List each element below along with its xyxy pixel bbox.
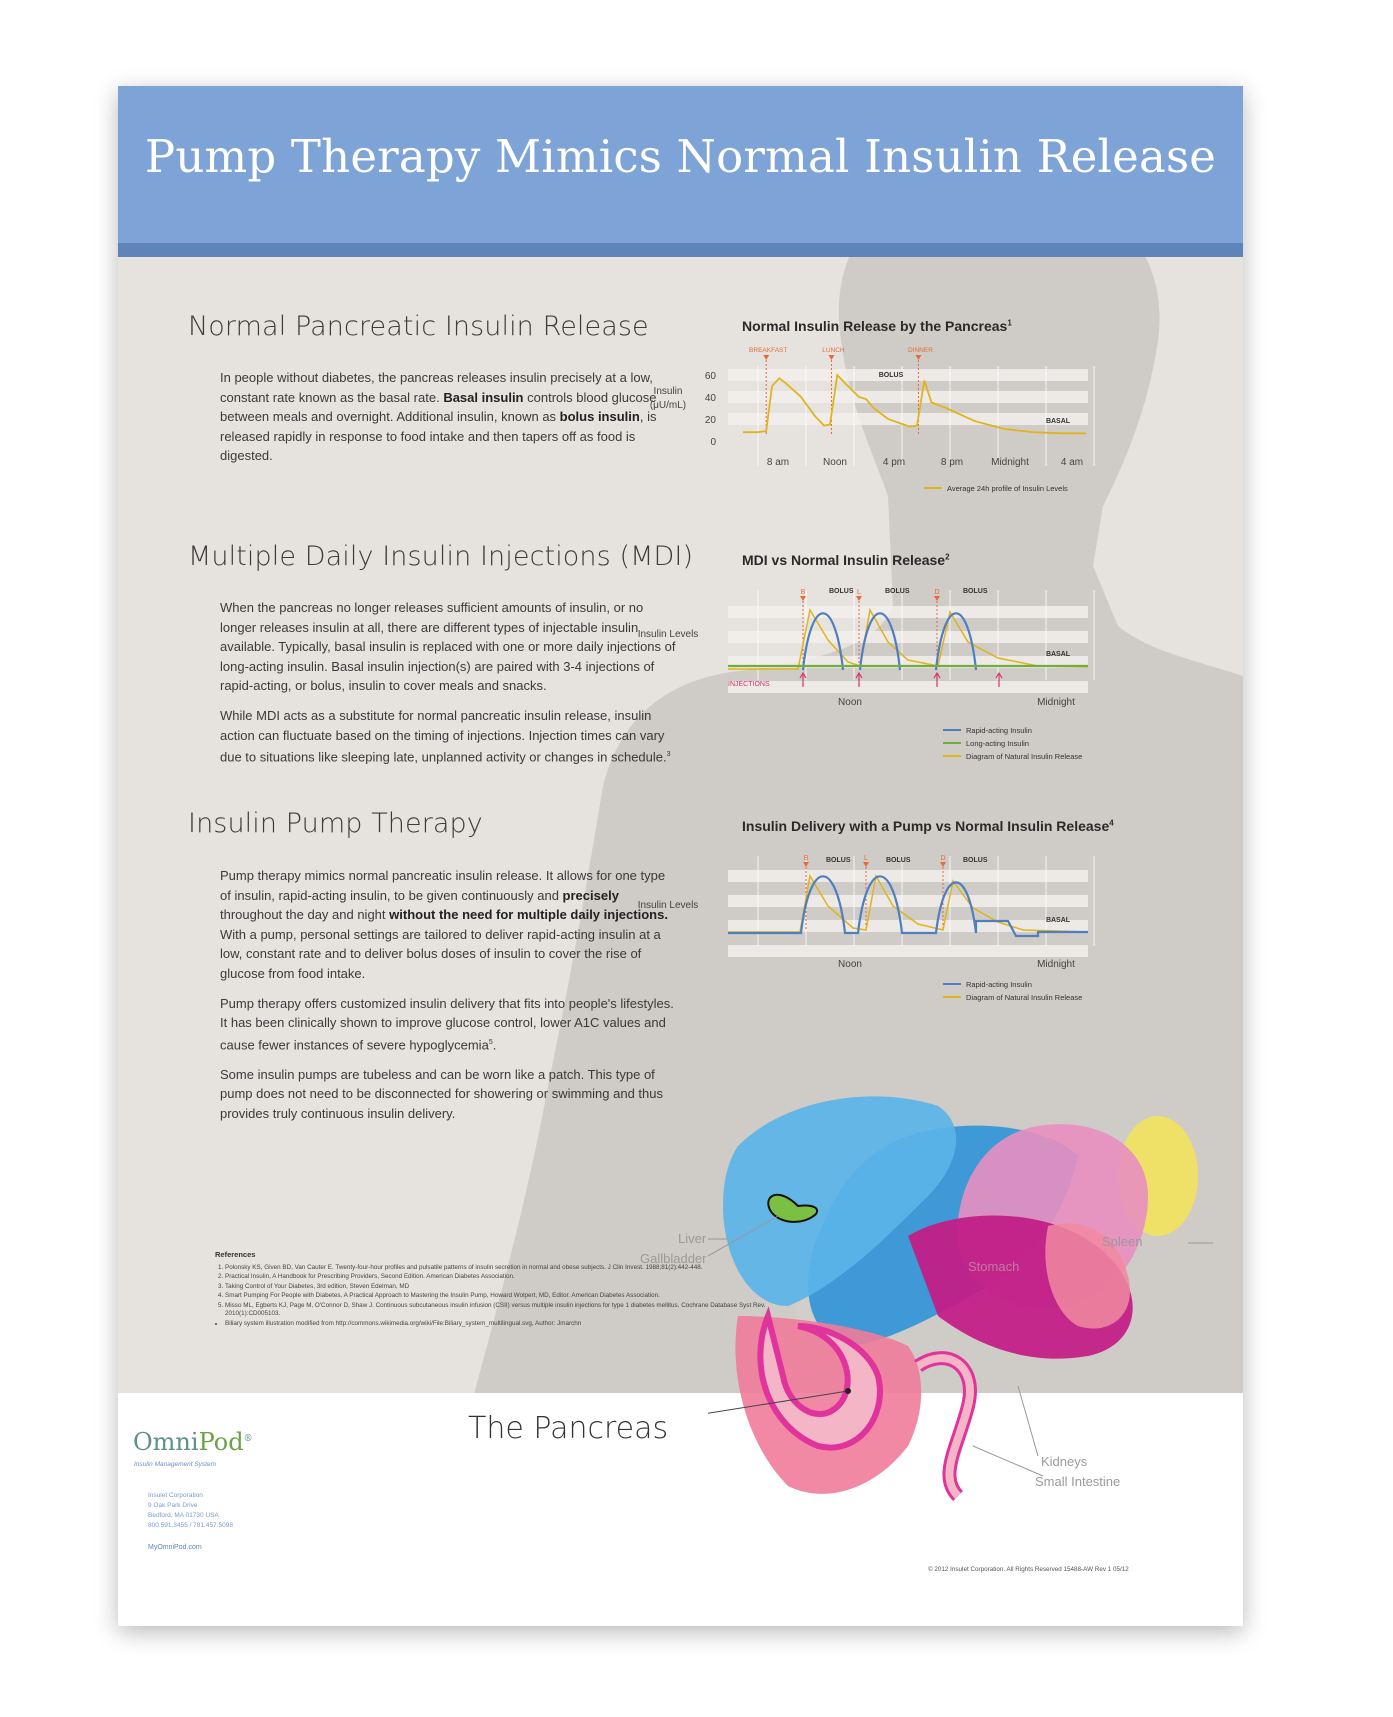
grid-band [728,681,1088,693]
x-tick-label: 4 am [1060,457,1084,468]
meal-arrow [828,355,834,360]
y-tick-label: 60 [704,371,716,382]
y-tick-label: 40 [704,393,716,404]
y-axis-label: Insulin Levels [638,900,699,911]
omnipod-logo: OmniPod® [133,1428,253,1456]
meal-arrow [856,596,862,601]
chart1-normal-insulin [638,336,1238,501]
x-tick-label: Noon [838,959,862,970]
x-tick-label: 8 pm [940,457,964,468]
meal-arrow [940,862,946,867]
x-tick-label: 8 am [766,457,790,468]
section-heading-normal: Normal Pancreatic Insulin Release [188,311,649,342]
meal-label: BREAKFAST [749,347,788,354]
x-tick-label: Midnight [1037,697,1075,708]
grid-band [728,895,1088,907]
poster-title: Pump Therapy Mimics Normal Insulin Release [144,130,1217,183]
header-banner [118,86,1243,243]
x-tick-label: 4 pm [882,457,906,468]
meal-label: DINNER [907,347,933,354]
meal-arrow [800,596,806,601]
stomach-label: Stomach [968,1259,1020,1274]
grid-band [728,631,1088,643]
gallbladder-label: Gallbladder [640,1251,707,1266]
reference-item: • Biliary system illustration modified from http://commons.wikimedia.org/wiki/File:Biliary_system_multilingual.svg, Author: Jmarchn [225,1320,775,1329]
meal-arrow [863,862,869,867]
small-intestine-label: Small Intestine [1035,1474,1121,1489]
bolus-label: BOLUS [885,588,910,595]
grid-band [728,369,1088,381]
y-axis-label: Insulin [653,386,683,397]
chart1-title: Normal Insulin Release by the Pancreas$^1$ [742,318,1012,334]
chart2-mdi-vs-normal [638,570,1238,770]
y-axis-unit: (μU/mL) [649,400,687,411]
legend-label: Diagram of Natural Insulin Release [966,752,1083,761]
meal-arrow [934,596,940,601]
website-link[interactable]: MyOmniPod.com [148,1544,202,1551]
bolus-label: BOLUS [878,372,904,379]
y-axis-label: Insulin Levels [638,629,699,640]
copyright: © 2012 Insulet Corporation. All Rights Reserved 15488-AW Rev 1 05/12 [928,1566,1129,1573]
basal-label: BASAL [1045,917,1071,924]
meal-label: B [803,855,809,862]
meal-label: L [857,589,861,596]
grid-band [728,870,1088,882]
company-address: Insulet Corporation 9 Oak Park Drive Bedford, MA 01730 USA 800.591.3455 / 781.457.5098 [148,1492,233,1529]
chart3-pump-vs-normal [638,836,1238,1006]
meal-arrow [763,355,769,360]
bolus-label: BOLUS [963,588,988,595]
x-tick-label: Noon [838,697,862,708]
grid-band [728,391,1088,403]
meal-label: B [800,589,806,596]
chart3-title: Insulin Delivery with a Pump vs Normal Insulin Release$^4$ [742,818,1114,834]
basal-label: BASAL [1045,651,1071,658]
grid-band [728,413,1088,425]
y-tick-label: 0 [710,437,716,448]
chart2-title: MDI vs Normal Insulin Release$^2$ [742,552,950,568]
reference-item: 5. Misso ML, Egberts KJ, Page M, O'Connor D, Shaw J. Continuous subcutaneous insulin infusion (CSII) versus multiple insulin injections for type 1 diabetes mellitus. Cochrane Database Syst Rev. 2010(1):CD005103. [225,1302,775,1319]
reference-item: 1. Polonsky KS, Given BD, Van Cauter E. Twenty-four-hour profiles and pulsatile patterns of insulin secretion in normal and obese subjects. J Clin Invest. 1988;81(2):442-448. [225,1264,775,1273]
x-tick-label: Midnight [1037,959,1075,970]
logo-tagline: Insulin Management System [134,1461,217,1468]
bolus-label: BOLUS [886,857,911,864]
spleen-label: Spleen [1102,1234,1143,1249]
kidneys-label: Kidneys [1041,1454,1088,1469]
meal-label: D [940,855,946,862]
meal-arrow [803,862,809,867]
meal-label: LUNCH [822,347,845,354]
header-band [118,243,1243,257]
section-heading-pump: Insulin Pump Therapy [188,808,483,839]
grid-band [728,945,1088,957]
basal-label: BASAL [1045,418,1071,425]
grid-band [728,606,1088,618]
liver-label: Liver [678,1231,707,1246]
legend-label: Long-acting Insulin [966,739,1029,748]
bolus-label: BOLUS [826,857,851,864]
legend-label: Average 24h profile of Insulin Levels [947,484,1068,493]
y-tick-label: 20 [704,415,716,426]
x-tick-label: Noon [823,457,847,468]
meal-label: L [864,855,868,862]
reference-item: 3. Taking Control of Your Diabetes, 3rd edition, Steven Edelman, MD [225,1283,775,1292]
x-tick-label: Midnight [991,457,1029,468]
section-heading-mdi: Multiple Daily Insulin Injections (MDI) [188,541,694,572]
legend-label: Diagram of Natural Insulin Release [966,993,1083,1002]
meal-arrow [915,355,921,360]
poster [118,86,1243,1626]
digestive-organs-illustration [708,1086,1238,1526]
section-text-pump: Pump therapy mimics normal pancreatic insulin release. It allows for one type of insulin, rapid-acting insulin, to be given continuously and precisely throughout the day and night without the need for multiple daily injections. With a pump, personal settings are tailored to deliver rapid-acting insulin at a low, constant rate and to deliver bolus doses of insulin to cover the rise of glucose from food intake. Pump therapy offers customized insulin delivery that fits into people's lifestyles. It has been clinically shown to improve glucose control, lower A1C values and cause fewer instances of severe hypoglycemia$^5$. Some insulin pumps are tubeless and can be worn like a patch. This type of pump does not need to be disconnected for showering or swimming and thus provides truly continuous insulin delivery. [220,868,674,1121]
legend-label: Rapid-acting Insulin [966,980,1032,989]
injections-label: INJECTIONS [728,681,770,688]
legend-label: Rapid-acting Insulin [966,726,1032,735]
section-text-normal: In people without diabetes, the pancreas releases insulin precisely at a low, constant rate known as the basal rate. Basal insulin controls blood glucose between meals and overnight. Additional insulin, known as bolus insulin, is released rapidly in response to food intake and then tapers off as food is digested. [220,370,657,464]
pancreas-label: The Pancreas [468,1411,669,1446]
references-heading: References [215,1250,256,1259]
meal-label: D [934,589,940,596]
reference-item: 2. Practical Insulin, A Handbook for Prescribing Providers, Second Edition. American Diabetes Association. [225,1273,775,1282]
reference-item: 4. Smart Pumping For People with Diabetes, A Practical Approach to Mastering the Insulin Pump, Howard Wolpert, MD, Editor. American Diabetes Association. [225,1292,775,1301]
bolus-label: BOLUS [829,588,854,595]
section-text-mdi: When the pancreas no longer releases sufficient amounts of insulin, or no longer releases insulin at all, there are different types of injectable insulin available. Typically, basal insulin is replaced with one or more daily injections of long-acting insulin. Basal insulin injection(s) are paired with 3-4 injections of rapid-acting, or bolus, insulin to cover meals and snacks. While MDI acts as a substitute for normal pancreatic insulin release, insulin action can fluctuate based on the timing of injections. Injection times can vary due to situations like sleeping late, unplanned activity or changes in schedule.$^3$ [220,600,676,765]
bolus-label: BOLUS [963,857,988,864]
